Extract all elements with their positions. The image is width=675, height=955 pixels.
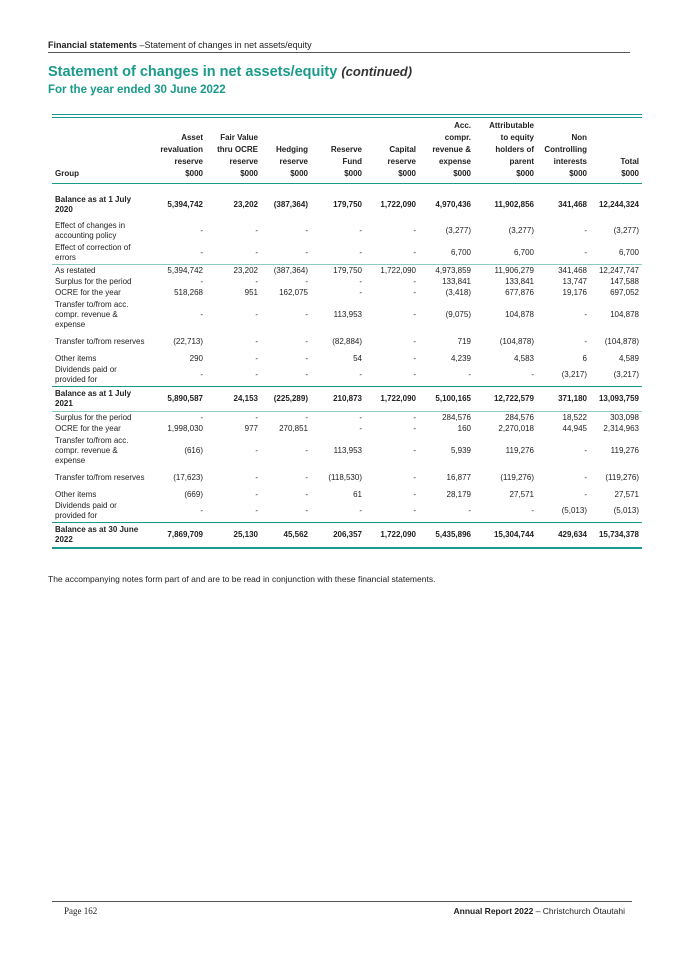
column-header-line: $000	[344, 169, 362, 178]
row-value: -	[305, 353, 308, 363]
row-value: -	[200, 506, 203, 515]
footer-report	[454, 906, 625, 916]
column-header-line: Hedging	[276, 145, 308, 154]
row-value: 162,075	[279, 287, 308, 297]
row-value: (104,878)	[499, 337, 534, 346]
header-section: Financial statements	[48, 40, 138, 50]
row-value: -	[359, 506, 362, 515]
row-value: 133,841	[442, 276, 471, 286]
row-value: 25,130	[206, 523, 261, 549]
column-header-line: Acc.	[454, 121, 471, 130]
column-header-line: parent	[509, 157, 534, 166]
row-value: -	[305, 489, 308, 499]
row-value: -	[413, 370, 416, 379]
column-header-line: Capital	[389, 145, 416, 154]
row-label: Dividends paid or provided for	[55, 501, 117, 520]
table-row	[52, 331, 642, 353]
row-value: -	[255, 309, 258, 319]
row-value: 303,098	[590, 412, 642, 424]
column-header	[311, 118, 365, 184]
table-row	[52, 353, 642, 364]
row-value: 6	[582, 353, 587, 363]
row-label: Surplus for the period	[52, 412, 148, 424]
row-value: 24,153	[206, 387, 261, 412]
column-header-line: Total	[620, 157, 639, 166]
row-value: -	[584, 248, 587, 257]
row-label: Other items	[55, 489, 97, 499]
row-value: 371,180	[537, 387, 590, 412]
row-value: (387,364)	[261, 265, 311, 277]
row-value: 284,576	[419, 412, 474, 424]
table-row	[52, 523, 642, 549]
row-value: 719	[457, 337, 471, 346]
row-value: -	[305, 309, 308, 319]
row-value: -	[255, 353, 258, 363]
row-value: -	[359, 287, 362, 297]
row-value: 119,276	[610, 445, 639, 455]
table-row	[52, 242, 642, 265]
column-header-line: interests	[553, 157, 587, 166]
column-header-line: to equity	[500, 133, 534, 142]
row-value: -	[359, 248, 362, 257]
row-value: (3,277)	[508, 226, 534, 235]
column-header-line: $000	[185, 169, 203, 178]
table-row	[52, 423, 642, 434]
row-value: -	[255, 370, 258, 379]
table-row	[52, 412, 642, 424]
table-body	[52, 184, 642, 549]
row-value: 54	[353, 353, 362, 363]
column-header	[206, 118, 261, 184]
column-header-line: thru OCRE	[217, 145, 258, 154]
column-header-line: $000	[398, 169, 416, 178]
table-header-row	[52, 118, 642, 184]
column-header-line: $000	[621, 169, 639, 178]
row-value: 15,304,744	[474, 523, 537, 549]
row-value: 13,747	[562, 276, 587, 286]
row-value: 5,394,742	[148, 265, 206, 277]
row-value: -	[413, 276, 416, 286]
row-value: -	[305, 506, 308, 515]
row-value: 4,970,436	[435, 200, 471, 209]
row-value: (9,075)	[445, 309, 471, 319]
table-row	[52, 364, 642, 387]
title-suffix: (continued)	[341, 64, 413, 79]
row-value: -	[305, 473, 308, 482]
row-value: -	[584, 309, 587, 319]
row-value: -	[413, 226, 416, 235]
row-value: (387,364)	[273, 200, 308, 209]
row-value: 341,468	[537, 265, 590, 277]
row-value: 45,562	[261, 523, 311, 549]
row-label: Effect of correction of errors	[55, 243, 131, 262]
row-value: 518,268	[174, 287, 203, 297]
row-value: 12,244,324	[598, 200, 639, 209]
row-value: 4,583	[513, 353, 534, 363]
row-label: Transfer to/from acc. compr. revenue & expense	[55, 435, 129, 465]
footer-org: – Christchurch Ōtautahi	[533, 906, 625, 916]
column-header-line: $000	[240, 169, 258, 178]
row-value: -	[305, 276, 308, 286]
row-value: -	[413, 489, 416, 499]
row-value: 11,906,279	[474, 265, 537, 277]
row-value: (119,276)	[605, 473, 639, 482]
table-row	[52, 489, 642, 500]
row-value: 210,873	[311, 387, 365, 412]
row-value: 18,522	[537, 412, 590, 424]
row-value: -	[584, 473, 587, 482]
row-value: 12,247,747	[590, 265, 642, 277]
row-value: -	[413, 445, 416, 455]
row-value: (17,623)	[173, 473, 203, 482]
row-label: OCRE for the year	[55, 287, 121, 297]
row-value: 5,100,165	[419, 387, 474, 412]
table-row	[52, 220, 642, 242]
row-label: Balance as at 30 June 2022	[52, 523, 148, 549]
table-row	[52, 387, 642, 412]
row-value: 19,176	[562, 287, 587, 297]
row-value: 6,700	[618, 248, 639, 257]
column-header-line: reserve	[229, 157, 258, 166]
row-value: 6,700	[513, 248, 534, 257]
row-value: -	[584, 337, 587, 346]
column-header-line: reserve	[174, 157, 203, 166]
row-value: -	[255, 445, 258, 455]
row-value: 23,202	[233, 200, 258, 209]
row-value: 27,571	[614, 489, 639, 499]
column-header-line: revaluation	[160, 145, 203, 154]
column-header-line: $000	[453, 169, 471, 178]
column-header-line: Attributable	[489, 121, 534, 130]
row-value: (3,217)	[561, 370, 587, 379]
row-label: Effect of changes in accounting policy	[55, 221, 126, 240]
row-value: 11,902,856	[494, 200, 534, 209]
row-value: -	[261, 412, 311, 424]
row-label: As restated	[52, 265, 148, 277]
row-value: (118,530)	[328, 473, 362, 482]
row-value: 677,876	[505, 287, 534, 297]
row-value: 5,890,587	[148, 387, 206, 412]
row-value: -	[359, 276, 362, 286]
row-value: -	[200, 370, 203, 379]
row-value: 290	[189, 353, 203, 363]
row-value: 44,945	[562, 423, 587, 433]
row-value: 160	[457, 423, 471, 433]
row-value: 28,179	[446, 489, 471, 499]
row-value: -	[413, 309, 416, 319]
column-header-line: $000	[569, 169, 587, 178]
row-value: 119,276	[505, 445, 534, 455]
row-value: 179,750	[311, 265, 365, 277]
row-value: 6,700	[450, 248, 471, 257]
row-label: Surplus for the period	[55, 276, 132, 286]
column-header	[52, 118, 148, 184]
table-row	[52, 276, 642, 287]
row-value: (669)	[184, 489, 203, 499]
table-row	[52, 500, 642, 523]
row-value: 1,722,090	[380, 200, 416, 209]
row-value: (22,713)	[173, 337, 203, 346]
row-value: 16,877	[446, 473, 471, 482]
row-value: (104,878)	[604, 337, 639, 346]
row-value: -	[359, 370, 362, 379]
table-row	[52, 287, 642, 298]
row-value: -	[413, 337, 416, 346]
column-header	[365, 118, 419, 184]
row-value: 23,202	[206, 265, 261, 277]
row-value: -	[305, 337, 308, 346]
row-value: -	[255, 276, 258, 286]
row-value: 179,750	[333, 200, 362, 209]
column-header-line: expense	[438, 157, 471, 166]
row-value: -	[413, 287, 416, 297]
column-header-line: Controlling	[544, 145, 587, 154]
column-header	[474, 118, 537, 184]
row-label: Balance as at 1 July 2020	[55, 195, 132, 214]
row-value: -	[206, 412, 261, 424]
row-value: 147,588	[610, 276, 639, 286]
footer-divider	[52, 901, 632, 902]
row-label: Dividends paid or provided for	[55, 365, 117, 384]
row-label: Balance as at 1 July 2021	[52, 387, 148, 412]
row-label: Transfer to/from reserves	[55, 337, 145, 346]
row-value: -	[255, 473, 258, 482]
row-label: Other items	[55, 353, 97, 363]
row-value: 1,998,030	[167, 423, 203, 433]
table-row	[52, 184, 642, 221]
column-header	[419, 118, 474, 184]
row-value: -	[255, 489, 258, 499]
row-value: 12,722,579	[474, 387, 537, 412]
row-value: -	[305, 370, 308, 379]
row-value: -	[531, 370, 534, 379]
row-value: -	[311, 412, 365, 424]
row-value: 697,052	[610, 287, 639, 297]
row-value: 15,734,378	[590, 523, 642, 549]
column-header	[537, 118, 590, 184]
row-value: 5,939	[450, 445, 471, 455]
row-value: -	[305, 445, 308, 455]
row-value: (3,277)	[613, 226, 639, 235]
column-header-line: revenue &	[432, 145, 471, 154]
column-header-line: holders of	[495, 145, 534, 154]
row-value: -	[305, 248, 308, 257]
row-value: -	[468, 370, 471, 379]
row-value: 4,589	[618, 353, 639, 363]
column-header-line: Group	[55, 169, 79, 178]
period-subtitle: For the year ended 30 June 2022	[48, 84, 226, 96]
row-value: (5,013)	[561, 506, 587, 515]
row-value: (3,217)	[613, 370, 639, 379]
row-value: (119,276)	[500, 473, 534, 482]
row-value: 270,851	[279, 423, 308, 433]
row-value: 951	[244, 287, 258, 297]
row-value: (82,884)	[332, 337, 362, 346]
row-value: -	[255, 226, 258, 235]
row-value: -	[255, 337, 258, 346]
table-row	[52, 467, 642, 489]
row-value: -	[584, 226, 587, 235]
row-value: (616)	[184, 445, 203, 455]
table-row	[52, 298, 642, 331]
page-number: Page 162	[64, 906, 98, 916]
row-value: 1,722,090	[365, 523, 419, 549]
row-value: -	[413, 353, 416, 363]
row-value: -	[584, 445, 587, 455]
row-value: 4,973,859	[419, 265, 474, 277]
row-label: Transfer to/from acc. compr. revenue & expense	[55, 299, 129, 329]
row-value: -	[200, 276, 203, 286]
column-header-line: Fair Value	[220, 133, 258, 142]
row-value: 1,722,090	[365, 387, 419, 412]
row-value: -	[413, 506, 416, 515]
title-main: Statement of changes in net assets/equity	[48, 64, 338, 80]
row-value: -	[200, 309, 203, 319]
row-value: -	[359, 423, 362, 433]
column-header-line: Non	[571, 133, 587, 142]
row-value: -	[413, 248, 416, 257]
row-value: -	[200, 248, 203, 257]
row-value: 104,878	[505, 309, 534, 319]
row-value: (3,277)	[445, 226, 471, 235]
row-value: 7,869,709	[148, 523, 206, 549]
row-value: 1,722,090	[365, 265, 419, 277]
row-value: -	[365, 412, 419, 424]
row-value: -	[531, 506, 534, 515]
row-value: 61	[353, 489, 362, 499]
row-value: 341,468	[558, 200, 587, 209]
header-subsection: –Statement of changes in net assets/equity	[139, 40, 312, 50]
column-header	[590, 118, 642, 184]
row-value: 977	[244, 423, 258, 433]
row-value: 13,093,759	[590, 387, 642, 412]
row-value: (225,289)	[261, 387, 311, 412]
row-value: -	[359, 226, 362, 235]
row-value: -	[200, 226, 203, 235]
row-value: -	[255, 506, 258, 515]
row-value: 27,571	[509, 489, 534, 499]
page-title	[48, 64, 412, 80]
row-value: 113,953	[333, 445, 362, 455]
row-value: 113,953	[333, 309, 362, 319]
row-value: -	[305, 226, 308, 235]
column-header	[148, 118, 206, 184]
table-row	[52, 434, 642, 467]
column-header-line: Asset	[181, 133, 203, 142]
row-value: (5,013)	[613, 506, 639, 515]
row-value: 2,314,963	[603, 423, 639, 433]
row-value: 104,878	[610, 309, 639, 319]
row-value: 4,239	[450, 353, 471, 363]
row-value: -	[255, 248, 258, 257]
column-header	[261, 118, 311, 184]
row-value: 133,841	[505, 276, 534, 286]
row-value: 284,576	[474, 412, 537, 424]
row-value: -	[413, 423, 416, 433]
row-value: -	[468, 506, 471, 515]
row-value: 206,357	[311, 523, 365, 549]
column-header-line: reserve	[279, 157, 308, 166]
row-label: Transfer to/from reserves	[55, 473, 145, 482]
footer-report-title: Annual Report 2022	[453, 906, 534, 916]
column-header-line: Fund	[342, 157, 362, 166]
column-header-line: compr.	[444, 133, 471, 142]
column-header-line: reserve	[387, 157, 416, 166]
page-header	[48, 40, 630, 53]
row-value: 2,270,018	[498, 423, 534, 433]
row-value: -	[148, 412, 206, 424]
equity-statement-table	[52, 114, 642, 549]
row-value: (3,418)	[445, 287, 471, 297]
column-header-line: $000	[516, 169, 534, 178]
row-value: 5,394,742	[167, 200, 203, 209]
table-row	[52, 265, 642, 277]
row-value: 5,435,896	[419, 523, 474, 549]
row-value: -	[413, 473, 416, 482]
column-header-line: Reserve	[330, 145, 362, 154]
statement-note: The accompanying notes form part of and are to be read in conjunction with these financial statements.	[48, 574, 436, 584]
row-label: OCRE for the year	[55, 423, 121, 433]
column-header-line: $000	[290, 169, 308, 178]
row-value: 429,634	[537, 523, 590, 549]
row-value: -	[584, 489, 587, 499]
